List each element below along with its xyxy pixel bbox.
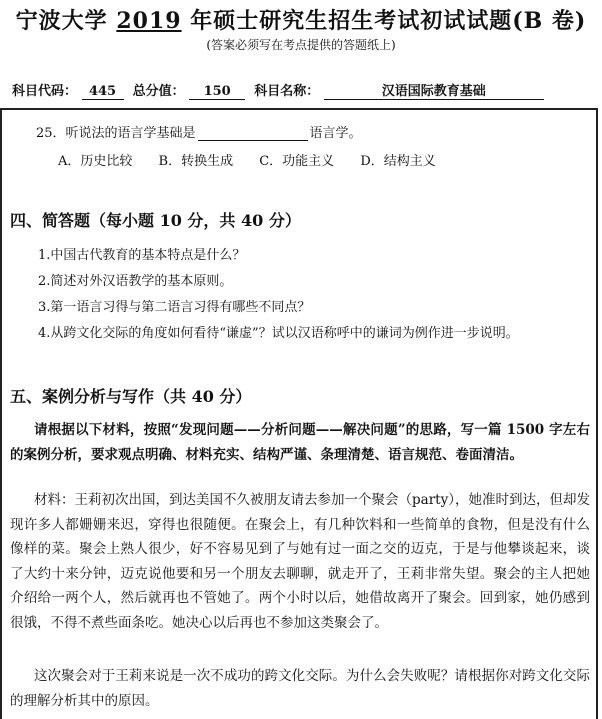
q25-suffix: 语言学。 [309, 126, 362, 141]
section-4-item-3: 3.第一语言习得与第二语言习得有哪些不同点？ [38, 300, 311, 315]
section-5-heading: 五、案例分析与写作（共 40 分） [10, 387, 252, 406]
section-5-instruction: 请根据以下材料，按照“发现问题——分析问题——解决问题”的思路，写一篇 1500 字左右的案例分析，要求观点明确、材料充实、结构严谨、条理清楚、语言规范、卷面清洁。 [10, 422, 590, 463]
option-c: C．功能主义 [259, 154, 335, 169]
option-d: D．结构主义 [360, 154, 436, 169]
subject-meta [12, 80, 544, 100]
case-material: 材料：王莉初次出国，到达美国不久被朋友请去参加一个聚会（party），她准时到达，但却发现许多人都姗姗来迟，穿得也很随便。在聚会上，有几种饮料和一些简单的食物，但是没有什么像样的菜。聚会上熟人很少，好不容易见到了与她有过一面之交的迈克，于是与他攀谈起来，谈了大约十来分钟，迈克说他要和另一个朋友去聊聊，就走开了，王莉非常失望。聚会的主人把她介绍给一两个人，然后就再也不管她了。两个小时以后，她借故离开了聚会。回到家，她仍感到很饿，不得不煮些面条吃。她决心以后再也不参加这类聚会了。 [10, 492, 590, 631]
title-year: 2019 [116, 8, 182, 34]
title-suffix: 年硕士研究生招生考试初试试题(B 卷) [181, 8, 587, 34]
exam-title [0, 4, 602, 35]
score-value: 150 [189, 84, 245, 100]
q25-blank [198, 128, 308, 141]
exam-subtitle: (答案必须写在考点提供的答题纸上) [206, 38, 396, 52]
q25-prefix: 25．听说法的语言学基础是 [36, 126, 196, 141]
code-value: 445 [82, 84, 124, 100]
section-4-item-1: 1.中国古代教育的基本特点是什么？ [38, 248, 246, 263]
section-4-heading: 四、简答题（每小题 10 分，共 40 分） [10, 211, 301, 230]
name-value: 汉语国际教育基础 [324, 80, 544, 100]
option-b: B．转换生成 [158, 154, 234, 169]
code-label: 科目代码： [12, 84, 78, 99]
case-question: 这次聚会对于王莉来说是一次不成功的跨文化交际。为什么会失败呢？请根据你对跨文化交际的理解分析其中的原因。 [10, 668, 590, 709]
name-label: 科目名称： [254, 84, 320, 99]
question-25 [36, 122, 362, 141]
title-prefix: 宁波大学 [15, 8, 117, 34]
option-a: A．历史比较 [58, 154, 133, 169]
q25-options [58, 150, 458, 169]
score-label: 总分值： [132, 84, 185, 99]
section-4-item-2: 2.简述对外汉语教学的基本原则。 [38, 274, 233, 289]
section-4-item-4: 4.从跨文化交际的角度如何看待“谦虚”？试以汉语称呼中的谦词为例作进一步说明。 [38, 326, 519, 341]
